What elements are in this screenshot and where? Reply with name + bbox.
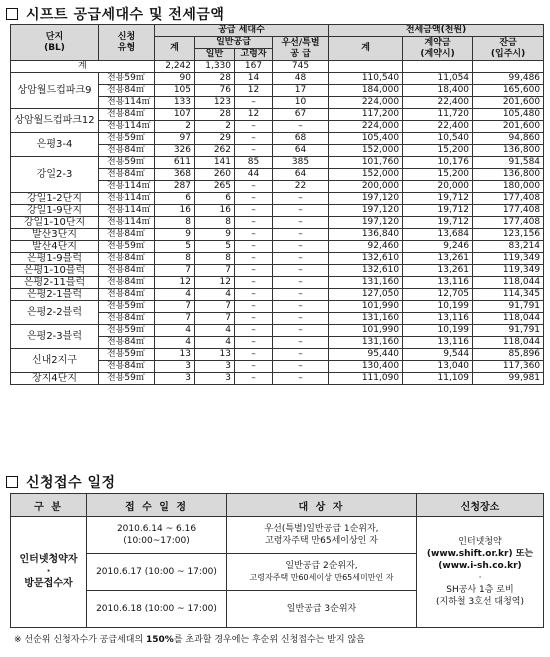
complex-name: 은평2-2블럭 [11, 301, 99, 325]
units-elderly: – [235, 229, 273, 241]
units-elderly: 85 [235, 157, 273, 169]
target-cell: 일반공급 3순위자 [227, 591, 417, 628]
table-row [11, 205, 544, 217]
deposit-total: 152,000 [329, 145, 403, 157]
deposit-balance: 99,981 [473, 373, 544, 385]
units-elderly: 12 [235, 85, 273, 97]
units-general: 16 [195, 205, 235, 217]
units-elderly: – [235, 361, 273, 373]
total-priority: 745 [273, 61, 329, 73]
units-priority: – [273, 301, 329, 313]
deposit-contract: 9,544 [403, 349, 473, 361]
units-priority: – [273, 325, 329, 337]
unit-type: 전용59㎡ [99, 241, 155, 253]
complex-name: 은평3-4 [11, 133, 99, 157]
deposit-contract: 18,400 [403, 85, 473, 97]
header-supply-group: 공급 세대수 [155, 25, 329, 37]
units-priority: – [273, 229, 329, 241]
table-row [11, 157, 544, 169]
units-general: 2 [195, 121, 235, 133]
complex-name: 상암월드컵파크9 [11, 73, 99, 109]
target-cell: 우선(특별)일반공급 1순위자, 고령자주택 만65세이상인 자 [227, 517, 417, 554]
table-row [11, 277, 544, 289]
units-priority: – [273, 361, 329, 373]
deposit-balance: 118,044 [473, 337, 544, 349]
header-elderly: 고령자 [235, 49, 273, 61]
header-target: 대 상 자 [227, 494, 417, 517]
units-elderly: – [235, 145, 273, 157]
deposit-balance: 201,600 [473, 97, 544, 109]
deposit-total: 101,760 [329, 157, 403, 169]
units-priority: 22 [273, 181, 329, 193]
unit-type: 전용114㎡ [99, 193, 155, 205]
deposit-total: 117,200 [329, 109, 403, 121]
units-priority: – [273, 217, 329, 229]
units-total: 7 [155, 313, 195, 325]
deposit-contract: 11,109 [403, 373, 473, 385]
unit-type: 전용84㎡ [99, 277, 155, 289]
deposit-contract: 13,261 [403, 253, 473, 265]
units-elderly: 12 [235, 109, 273, 121]
units-elderly: – [235, 349, 273, 361]
deposit-contract: 10,199 [403, 301, 473, 313]
units-total: 97 [155, 133, 195, 145]
units-priority: 67 [273, 109, 329, 121]
units-priority: – [273, 193, 329, 205]
units-priority: 385 [273, 157, 329, 169]
schedule-table [10, 493, 544, 628]
units-elderly: 44 [235, 169, 273, 181]
deposit-balance: 91,791 [473, 301, 544, 313]
deposit-contract: 19,712 [403, 217, 473, 229]
units-priority: – [273, 349, 329, 361]
units-general: 265 [195, 181, 235, 193]
supply-table-body [11, 61, 544, 385]
deposit-contract: 10,199 [403, 325, 473, 337]
deposit-balance: 123,156 [473, 229, 544, 241]
total-general: 1,330 [195, 61, 235, 73]
deposit-total: 127,050 [329, 289, 403, 301]
deposit-contract: 13,116 [403, 277, 473, 289]
total-units: 2,242 [155, 61, 195, 73]
units-priority: – [273, 265, 329, 277]
complex-name: 상암월드컵파크12 [11, 109, 99, 133]
unit-type: 전용84㎡ [99, 109, 155, 121]
table-row [11, 253, 544, 265]
units-general: 4 [195, 289, 235, 301]
header-total: 계 [155, 37, 195, 61]
schedule-date: 2010.6.14 ~ 6.16 (10:00~17:00) [87, 517, 227, 554]
deposit-total: 224,000 [329, 97, 403, 109]
units-general: 76 [195, 85, 235, 97]
units-priority: – [273, 241, 329, 253]
deposit-contract: 22,400 [403, 121, 473, 133]
units-general: 7 [195, 301, 235, 313]
unit-type: 전용59㎡ [99, 133, 155, 145]
units-total: 13 [155, 349, 195, 361]
units-total: 90 [155, 73, 195, 85]
units-elderly: – [235, 253, 273, 265]
units-general: 12 [195, 277, 235, 289]
deposit-balance: 114,345 [473, 289, 544, 301]
deposit-total: 131,160 [329, 337, 403, 349]
complex-name: 은평1-9블럭 [11, 253, 99, 265]
unit-type: 전용84㎡ [99, 313, 155, 325]
deposit-contract: 9,246 [403, 241, 473, 253]
units-elderly: – [235, 181, 273, 193]
units-general: 13 [195, 349, 235, 361]
deposit-balance: 136,800 [473, 169, 544, 181]
complex-name: 장지4단지 [11, 373, 99, 385]
units-elderly: – [235, 337, 273, 349]
units-general: 262 [195, 145, 235, 157]
units-general: 260 [195, 169, 235, 181]
deposit-balance: 91,584 [473, 157, 544, 169]
total-deposit [329, 61, 403, 73]
deposit-contract: 15,200 [403, 145, 473, 157]
deposit-balance: 105,480 [473, 109, 544, 121]
deposit-balance: 118,044 [473, 277, 544, 289]
table-row [11, 73, 544, 85]
unit-type: 전용59㎡ [99, 349, 155, 361]
schedule-date: 2010.6.18 (10:00 ~ 17:00) [87, 591, 227, 628]
units-total: 12 [155, 277, 195, 289]
schedule-date: 2010.6.17 (10:00 ~ 17:00) [87, 554, 227, 591]
header-priority: 우선/특별 공 급 [273, 37, 329, 61]
deposit-total: 95,440 [329, 349, 403, 361]
units-priority: – [273, 313, 329, 325]
target-cell: 일반공급 2순위자, 고령자주택 만60세이상 만65세미만인 자 [227, 554, 417, 591]
deposit-total: 224,000 [329, 121, 403, 133]
header-contract: 계약금 (계약시) [403, 37, 473, 61]
table-row [11, 229, 544, 241]
complex-name: 은평2-1블럭 [11, 289, 99, 301]
units-total: 287 [155, 181, 195, 193]
units-total: 107 [155, 109, 195, 121]
section-title-text: 시프트 공급세대수 및 전세금액 [26, 7, 225, 23]
section-title-text: 신청접수 일정 [26, 475, 116, 491]
unit-type: 전용114㎡ [99, 217, 155, 229]
complex-name: 신내2지구 [11, 349, 99, 373]
table-row [11, 289, 544, 301]
total-label: 계 [11, 61, 155, 73]
units-general: 6 [195, 193, 235, 205]
unit-type: 전용84㎡ [99, 361, 155, 373]
complex-name: 은평1-10블럭 [11, 265, 99, 277]
units-general: 8 [195, 253, 235, 265]
unit-type: 전용59㎡ [99, 373, 155, 385]
unit-type: 전용84㎡ [99, 289, 155, 301]
units-elderly: – [235, 301, 273, 313]
total-row [11, 61, 544, 73]
units-general: 4 [195, 325, 235, 337]
units-general: 29 [195, 133, 235, 145]
complex-name: 강일1-9단지 [11, 205, 99, 217]
units-priority: 64 [273, 169, 329, 181]
units-total: 105 [155, 85, 195, 97]
units-general: 123 [195, 97, 235, 109]
unit-type: 전용84㎡ [99, 229, 155, 241]
deposit-total: 197,120 [329, 217, 403, 229]
unit-type: 전용84㎡ [99, 85, 155, 97]
section-title-schedule [6, 472, 116, 492]
unit-type: 전용84㎡ [99, 265, 155, 277]
unit-type: 전용84㎡ [99, 169, 155, 181]
unit-type: 전용84㎡ [99, 145, 155, 157]
complex-name: 발산3단지 [11, 229, 99, 241]
units-elderly: – [235, 325, 273, 337]
units-priority: – [273, 289, 329, 301]
deposit-total: 200,000 [329, 181, 403, 193]
deposit-contract: 12,705 [403, 289, 473, 301]
units-total: 7 [155, 265, 195, 277]
deposit-balance: 117,360 [473, 361, 544, 373]
complex-name: 발산4단지 [11, 241, 99, 253]
complex-name: 은평2-11블럭 [11, 277, 99, 289]
units-elderly: – [235, 193, 273, 205]
unit-type: 전용59㎡ [99, 157, 155, 169]
deposit-contract: 19,712 [403, 193, 473, 205]
header-complex: 단지 (BL) [11, 25, 99, 61]
units-total: 4 [155, 325, 195, 337]
units-general: 4 [195, 337, 235, 349]
units-total: 16 [155, 205, 195, 217]
deposit-total: 197,120 [329, 205, 403, 217]
units-general: 8 [195, 217, 235, 229]
table-row [11, 241, 544, 253]
units-general: 7 [195, 313, 235, 325]
deposit-contract: 13,261 [403, 265, 473, 277]
units-priority: – [273, 121, 329, 133]
table-row [11, 109, 544, 121]
deposit-contract: 15,200 [403, 169, 473, 181]
deposit-total: 132,610 [329, 265, 403, 277]
units-general: 7 [195, 265, 235, 277]
units-total: 4 [155, 289, 195, 301]
header-category: 구 분 [11, 494, 87, 517]
units-elderly: – [235, 97, 273, 109]
total-balance [473, 61, 544, 73]
units-elderly: – [235, 313, 273, 325]
unit-type: 전용84㎡ [99, 337, 155, 349]
deposit-balance: 99,486 [473, 73, 544, 85]
deposit-total: 105,400 [329, 133, 403, 145]
units-priority: 68 [273, 133, 329, 145]
deposit-contract: 13,116 [403, 337, 473, 349]
deposit-balance: 177,408 [473, 193, 544, 205]
deposit-total: 152,000 [329, 169, 403, 181]
deposit-contract: 13,684 [403, 229, 473, 241]
deposit-balance: 83,214 [473, 241, 544, 253]
unit-type: 전용114㎡ [99, 121, 155, 133]
deposit-total: 197,120 [329, 193, 403, 205]
units-elderly: – [235, 121, 273, 133]
complex-name: 강일2-3 [11, 157, 99, 193]
units-priority: – [273, 373, 329, 385]
units-general: 9 [195, 229, 235, 241]
deposit-balance: 165,600 [473, 85, 544, 97]
table-row [11, 193, 544, 205]
units-elderly: – [235, 241, 273, 253]
units-general: 141 [195, 157, 235, 169]
deposit-contract: 13,040 [403, 361, 473, 373]
units-general: 28 [195, 73, 235, 85]
deposit-total: 101,990 [329, 301, 403, 313]
deposit-total: 136,840 [329, 229, 403, 241]
deposit-total: 132,610 [329, 253, 403, 265]
deposit-contract: 10,176 [403, 157, 473, 169]
units-general: 28 [195, 109, 235, 121]
table-row [11, 301, 544, 313]
header-deposit-group: 전세금액(천원) [329, 25, 544, 37]
header-apply-type: 신청 유형 [99, 25, 155, 61]
checkbox-square-icon [6, 476, 18, 488]
table-row [11, 373, 544, 385]
units-priority: 64 [273, 145, 329, 157]
deposit-balance: 177,408 [473, 205, 544, 217]
unit-type: 전용114㎡ [99, 205, 155, 217]
units-priority: – [273, 253, 329, 265]
table-row [11, 349, 544, 361]
units-total: 326 [155, 145, 195, 157]
units-total: 611 [155, 157, 195, 169]
units-total: 3 [155, 373, 195, 385]
section-title-supply [6, 4, 224, 24]
units-total: 2 [155, 121, 195, 133]
deposit-contract: 22,400 [403, 97, 473, 109]
header-deposit-total: 계 [329, 37, 403, 61]
units-elderly: – [235, 289, 273, 301]
units-priority: – [273, 277, 329, 289]
units-priority: – [273, 337, 329, 349]
unit-type: 전용59㎡ [99, 325, 155, 337]
units-priority: 17 [273, 85, 329, 97]
deposit-balance: 91,791 [473, 325, 544, 337]
deposit-total: 92,460 [329, 241, 403, 253]
total-contract [403, 61, 473, 73]
deposit-balance: 85,896 [473, 349, 544, 361]
deposit-contract: 11,054 [403, 73, 473, 85]
unit-type: 전용84㎡ [99, 253, 155, 265]
deposit-contract: 11,720 [403, 109, 473, 121]
units-total: 6 [155, 193, 195, 205]
unit-type: 전용59㎡ [99, 73, 155, 85]
deposit-balance: 177,408 [473, 217, 544, 229]
deposit-contract: 20,000 [403, 181, 473, 193]
units-elderly: – [235, 217, 273, 229]
units-elderly: – [235, 373, 273, 385]
header-schedule: 접 수 일 정 [87, 494, 227, 517]
header-place: 신청장소 [417, 494, 544, 517]
units-total: 9 [155, 229, 195, 241]
units-elderly: – [235, 277, 273, 289]
place-cell: 인터넷청약 (www.shift.or.kr) 또는 (www.i-sh.co.kr) · SH공사 1층 로비 (지하철 3호선 대청역) [417, 517, 544, 628]
units-priority: 48 [273, 73, 329, 85]
units-elderly: – [235, 265, 273, 277]
header-general: 일반 [195, 49, 235, 61]
deposit-total: 130,400 [329, 361, 403, 373]
units-total: 368 [155, 169, 195, 181]
complex-name: 강일1-10단지 [11, 217, 99, 229]
deposit-total: 101,990 [329, 325, 403, 337]
deposit-balance: 136,800 [473, 145, 544, 157]
table-row [11, 217, 544, 229]
units-priority: – [273, 205, 329, 217]
footnote: ※ 선순위 신청자수가 공급세대의 150%를 초과할 경우에는 후순위 신청접수는 받지 않음 [14, 635, 365, 645]
units-elderly: – [235, 133, 273, 145]
supply-table [10, 24, 544, 385]
deposit-balance: 94,860 [473, 133, 544, 145]
units-total: 7 [155, 301, 195, 313]
deposit-total: 111,090 [329, 373, 403, 385]
units-total: 8 [155, 217, 195, 229]
deposit-balance: 180,000 [473, 181, 544, 193]
table-row [11, 265, 544, 277]
method-cell: 인터넷청약자 · 방문접수자 [11, 517, 87, 628]
units-general: 3 [195, 373, 235, 385]
units-priority: 10 [273, 97, 329, 109]
units-total: 3 [155, 361, 195, 373]
units-total: 5 [155, 241, 195, 253]
units-elderly: 14 [235, 73, 273, 85]
deposit-total: 131,160 [329, 313, 403, 325]
deposit-balance: 201,600 [473, 121, 544, 133]
units-total: 133 [155, 97, 195, 109]
complex-name: 은평2-3블럭 [11, 325, 99, 349]
unit-type: 전용59㎡ [99, 301, 155, 313]
total-elderly: 167 [235, 61, 273, 73]
units-general: 3 [195, 361, 235, 373]
deposit-total: 110,540 [329, 73, 403, 85]
deposit-contract: 10,540 [403, 133, 473, 145]
units-general: 5 [195, 241, 235, 253]
units-total: 4 [155, 337, 195, 349]
unit-type: 전용114㎡ [99, 181, 155, 193]
header-general-group: 일반공급 [195, 37, 273, 49]
unit-type: 전용114㎡ [99, 97, 155, 109]
units-total: 8 [155, 253, 195, 265]
deposit-total: 184,000 [329, 85, 403, 97]
table-row [11, 325, 544, 337]
schedule-row [11, 517, 544, 554]
header-balance: 잔금 (입주시) [473, 37, 544, 61]
units-elderly: – [235, 205, 273, 217]
complex-name: 강일1-2단지 [11, 193, 99, 205]
deposit-balance: 118,044 [473, 313, 544, 325]
deposit-balance: 119,349 [473, 265, 544, 277]
deposit-contract: 19,712 [403, 205, 473, 217]
checkbox-square-icon [6, 8, 18, 20]
table-row [11, 133, 544, 145]
deposit-balance: 119,349 [473, 253, 544, 265]
deposit-total: 131,160 [329, 277, 403, 289]
deposit-contract: 13,116 [403, 313, 473, 325]
